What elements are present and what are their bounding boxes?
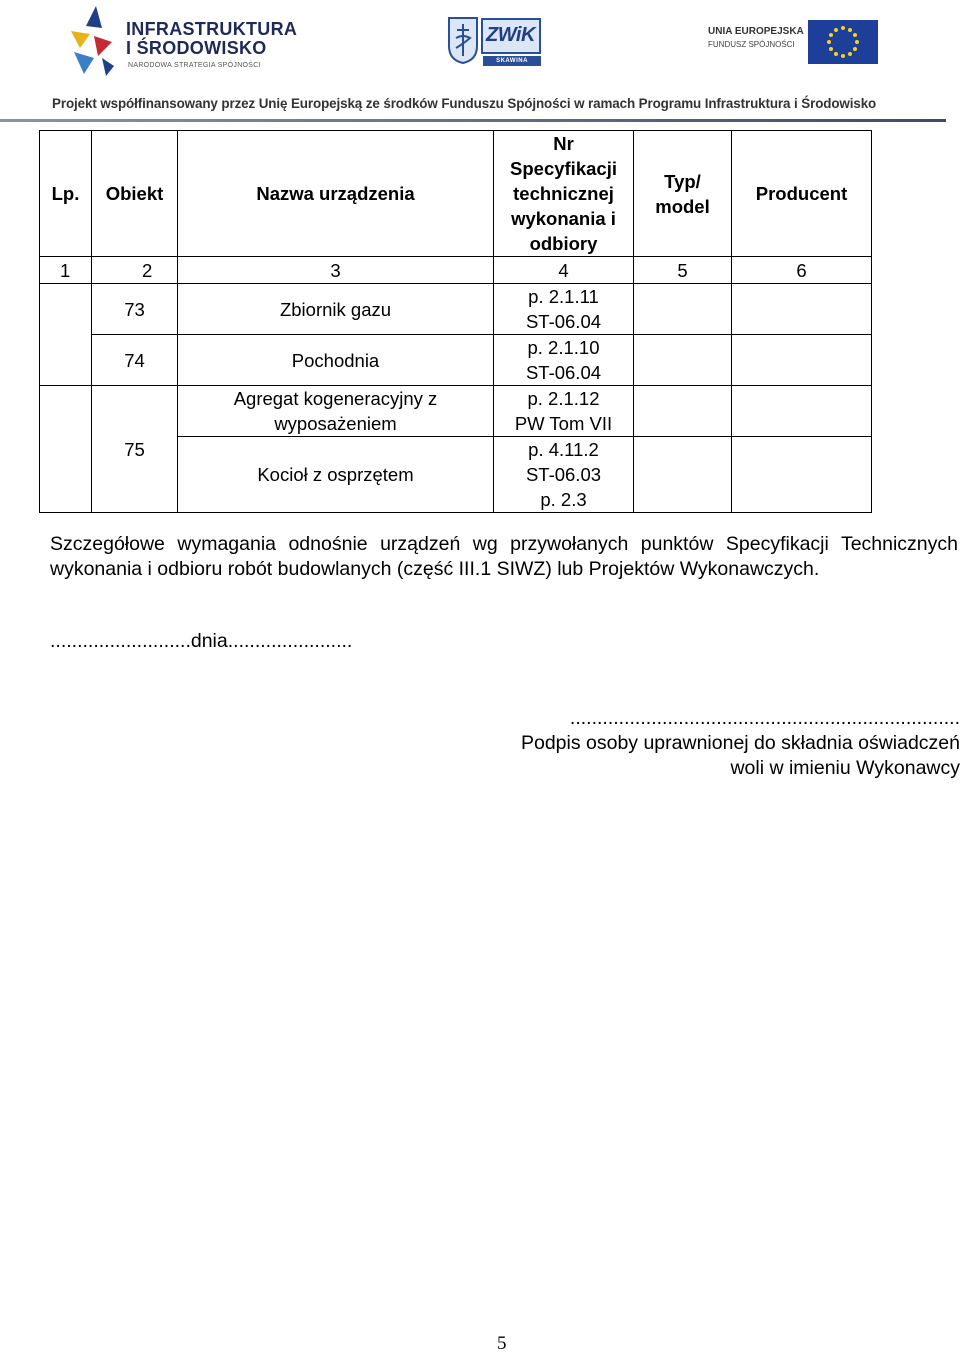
column-number: 2 — [92, 257, 178, 284]
project-cofinancing-line: Projekt współfinansowany przez Unię Europejską ze środków Funduszu Spójności w ramach Programu Infrastruktura i Środowisko — [52, 96, 877, 111]
eu-logo-line1: UNIA EUROPEJSKA — [708, 26, 804, 37]
spec-line: p. 4.11.2 — [528, 439, 599, 460]
zwik-logo — [447, 14, 543, 66]
fe-logo-title-line2: I ŚRODOWISKO — [126, 38, 267, 58]
spec-line: p. 2.1.12 — [527, 388, 600, 409]
column-number-row — [40, 257, 872, 284]
signature-block — [460, 706, 960, 781]
column-number: 5 — [634, 257, 732, 284]
equipment-table — [39, 130, 872, 513]
fe-logo-title-line1: INFRASTRUKTURA — [126, 19, 298, 39]
header-spec-line: technicznej — [513, 183, 614, 204]
cell-obiekt: 75 — [92, 386, 178, 513]
cell-nazwa: Kocioł z osprzętem — [178, 437, 494, 513]
table-row — [40, 335, 872, 386]
header-typ-line: model — [655, 195, 710, 217]
column-number: 6 — [732, 257, 872, 284]
nazwa-line: Agregat kogeneracyjny z — [233, 388, 438, 409]
header-producent: Producent — [732, 131, 872, 257]
spec-line: p. 2.1.10 — [527, 337, 600, 358]
requirements-paragraph: Szczegółowe wymagania odnośnie urządzeń wg przywołanych punktów Specyfikacji Technicznych wykonania i odbioru robót budowlanych (część III.1 SIWZ) lub Projektów Wykonawczych. — [50, 533, 958, 580]
column-number: 1 — [40, 257, 92, 284]
cell-nazwa: Pochodnia — [178, 335, 494, 386]
signature-dots: ........................................................................ — [569, 707, 960, 729]
zwik-logo-city: SKAWINA — [483, 56, 541, 66]
cell-obiekt: 74 — [92, 335, 178, 386]
eu-flag-icon — [808, 20, 878, 64]
header-spec — [494, 131, 634, 257]
header-spec-line: Nr — [553, 133, 574, 154]
cell-spec — [494, 335, 634, 386]
spec-line: p. 2.1.11 — [528, 286, 599, 307]
cell-spec — [494, 437, 634, 513]
cell-nazwa — [178, 386, 494, 437]
header-nazwa: Nazwa urządzenia — [178, 131, 494, 257]
column-number: 3 — [178, 257, 494, 284]
header-lp: Lp. — [40, 131, 92, 257]
table-row — [40, 386, 872, 437]
spec-line: p. 2.3 — [540, 489, 587, 510]
signature-caption-line2: woli w imieniu Wykonawcy — [730, 757, 960, 779]
cell-spec — [494, 386, 634, 437]
header-typ-line: Typ/ — [664, 170, 701, 192]
header-typ — [634, 131, 732, 257]
header-spec-line: wykonania i — [511, 208, 616, 229]
table-row — [40, 284, 872, 335]
spec-line: ST-06.04 — [525, 311, 602, 332]
header-divider — [0, 119, 946, 122]
header-obiekt: Obiekt — [92, 131, 178, 257]
shield-icon — [447, 16, 479, 64]
column-number: 4 — [494, 257, 634, 284]
fe-logo-subtitle: NARODOWA STRATEGIA SPÓJNOŚCI — [128, 62, 261, 69]
page-number: 5 — [497, 1333, 507, 1354]
stars-logo-icon — [66, 6, 116, 76]
date-line: ..........................dnia....................... — [50, 630, 353, 652]
signature-caption-line1: Podpis osoby uprawnionej do składnia oświadczeń — [520, 732, 960, 754]
cell-spec — [494, 284, 634, 335]
cell-obiekt: 73 — [92, 284, 178, 335]
spec-line: PW Tom VII — [514, 413, 613, 434]
eu-logo-line2: FUNDUSZ SPÓJNOŚCI — [708, 40, 795, 49]
spec-line: ST-06.03 — [525, 464, 602, 485]
eu-logo — [708, 20, 878, 64]
infrastruktura-logo — [66, 6, 296, 76]
zwik-logo-text: ZWiK — [486, 24, 535, 46]
header-spec-line: Specyfikacji — [510, 158, 617, 179]
cell-nazwa: Zbiornik gazu — [178, 284, 494, 335]
header-spec-line: odbiory — [529, 233, 598, 254]
spec-line: ST-06.04 — [525, 362, 602, 383]
nazwa-line: wyposażeniem — [274, 413, 397, 434]
table-header-row — [40, 131, 872, 257]
